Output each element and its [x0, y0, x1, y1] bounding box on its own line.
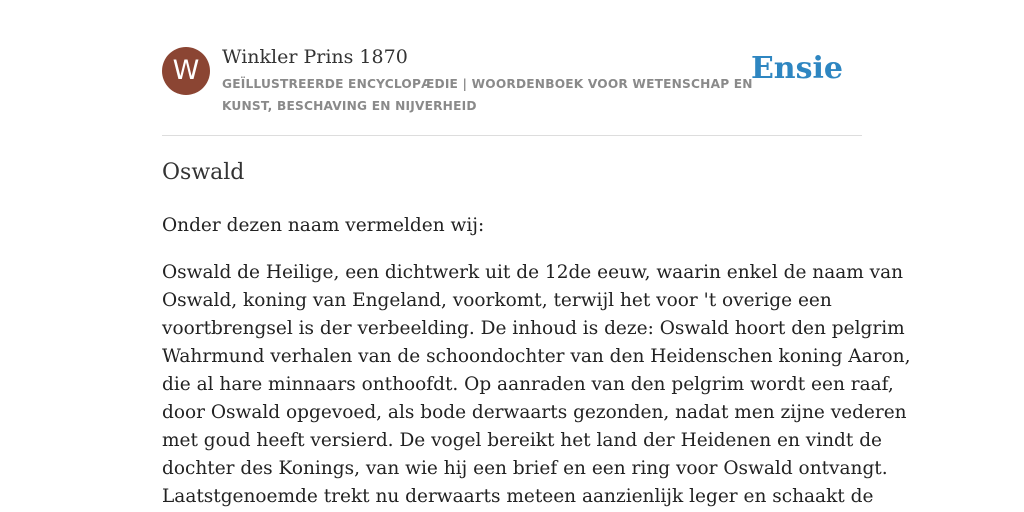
source-title[interactable]: Winkler Prins 1870 — [222, 46, 408, 68]
header-divider — [162, 135, 862, 136]
source-subtitle: GEÏLLUSTREERDE ENCYCLOPÆDIE | WOORDENBOEK VOOR WETENSCHAP EN KUNST, BESCHAVING EN NIJVERHEID — [222, 77, 753, 113]
body-line: Oswald de Heilige, een dichtwerk uit de 12de eeuw, waarin enkel de naam van — [162, 262, 904, 283]
body-line: die al hare minnaars onthoofdt. Op aanraden van den pelgrim wordt een raaf, — [162, 374, 894, 395]
body-line: met goud heeft versierd. De vogel bereikt het land der Heidenen en vindt de — [162, 430, 883, 451]
body-line: Laatstgenoemde trekt nu derwaarts meteen aanzienlijk leger en schaakt de — [162, 486, 874, 507]
entry-body — [162, 259, 911, 511]
body-line: door Oswald opgevoed, als bode derwaarts gezonden, nadat men zijne vederen — [162, 402, 907, 423]
source-avatar[interactable]: W — [162, 47, 210, 95]
entry-intro: Onder dezen naam vermelden wij: — [162, 215, 485, 236]
body-line: voortbrengsel is der verbeelding. De inhoud is deze: Oswald hoort den pelgrim — [162, 318, 905, 339]
ensie-logo[interactable]: Ensie — [750, 51, 843, 86]
body-line: Wahrmund verhalen van de schoondochter van den Heidenschen koning Aaron, — [162, 346, 911, 367]
body-line: Oswald, koning van Engeland, voorkomt, terwijl het voor 't overige een — [162, 290, 832, 311]
source-header — [162, 46, 862, 116]
body-line: dochter des Konings, van wie hij een brief en een ring voor Oswald ontvangt. — [162, 458, 888, 479]
entry-title: Oswald — [162, 160, 245, 185]
